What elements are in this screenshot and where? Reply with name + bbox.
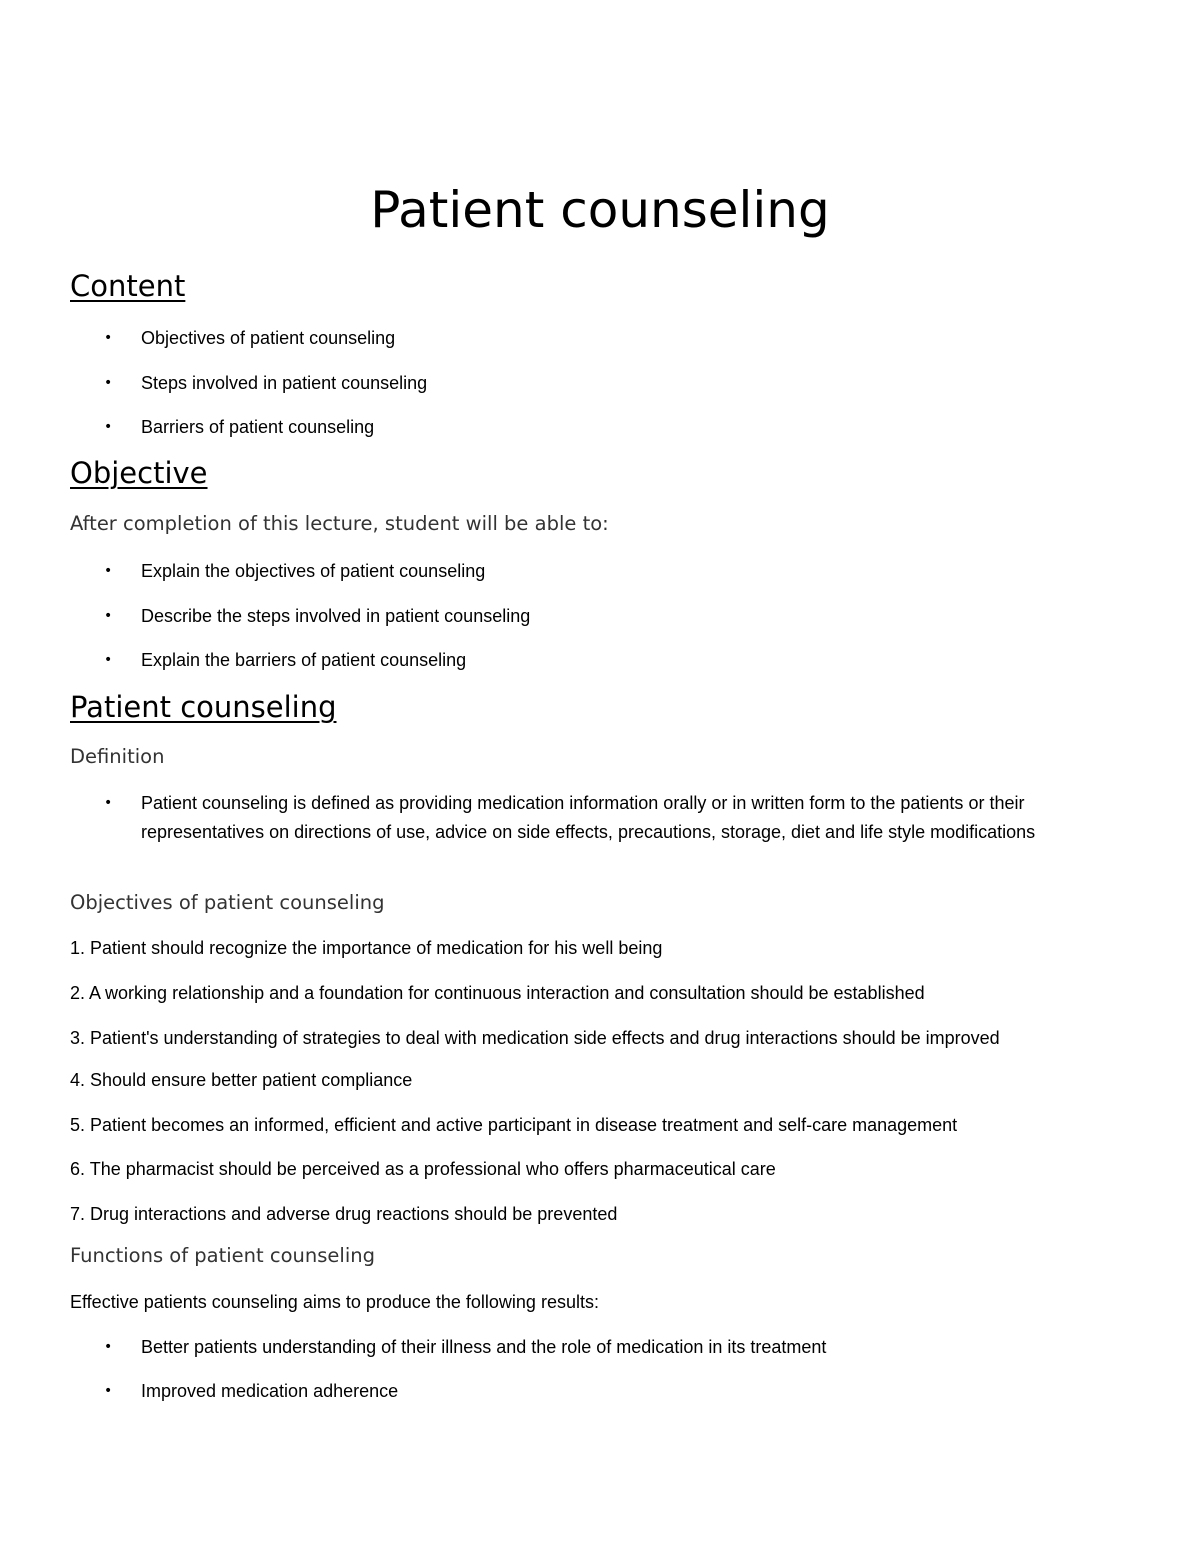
list-item: • Objectives of patient counseling xyxy=(0,324,1101,353)
bullet-icon: • xyxy=(104,1339,113,1355)
objective-item-6: 6. The pharmacist should be perceived as a professional who offers pharmaceutical care xyxy=(70,1159,776,1179)
bullet-icon: • xyxy=(104,374,113,391)
bullet-icon: • xyxy=(104,563,113,579)
objectives-heading: Objectives of patient counseling xyxy=(70,891,385,914)
list-item: • Explain the objectives of patient counseling xyxy=(0,557,1101,586)
definition-list xyxy=(0,789,1200,847)
bullet-icon: • xyxy=(104,1383,113,1399)
objective-list xyxy=(0,557,1200,675)
list-item: • Better patients understanding of their illness and the role of medication in its treatment xyxy=(0,1333,1101,1362)
objective-item-5: 5. Patient becomes an informed, efficient and active participant in disease treatment and self-care management xyxy=(70,1115,958,1135)
list-item: • Barriers of patient counseling xyxy=(0,413,1101,442)
objective-item-4: 4. Should ensure better patient compliance xyxy=(70,1070,413,1090)
content-list xyxy=(0,324,1200,442)
functions-heading: Functions of patient counseling xyxy=(70,1244,375,1267)
functions-intro: Effective patients counseling aims to produce the following results: xyxy=(70,1292,599,1312)
objective-item-2: 2. A working relationship and a foundation for continuous interaction and consultation should be established xyxy=(70,983,925,1003)
list-item: • Improved medication adherence xyxy=(0,1377,1101,1406)
list-item: • Patient counseling is defined as providing medication information orally or in written form to the patients or their representatives on directions of use, advice on side effects, precautions, storage, diet and life style modifications xyxy=(0,789,1101,847)
patient-counseling-heading: Patient counseling xyxy=(70,690,337,724)
list-item: • Describe the steps involved in patient counseling xyxy=(0,602,1101,631)
objective-item-1: 1. Patient should recognize the importance of medication for his well being xyxy=(70,938,663,958)
objective-intro: After completion of this lecture, student will be able to: xyxy=(70,512,609,535)
objective-item-3: 3. Patient's understanding of strategies to deal with medication side effects and drug interactions should be improved xyxy=(70,1028,1000,1048)
bullet-icon: • xyxy=(104,419,113,435)
list-item: • Steps involved in patient counseling xyxy=(0,369,1101,398)
objective-item-7: 7. Drug interactions and adverse drug reactions should be prevented xyxy=(70,1204,618,1224)
bullet-icon: • xyxy=(104,652,113,668)
functions-list xyxy=(0,1333,1200,1406)
list-item: • Explain the barriers of patient counseling xyxy=(0,646,1101,675)
page-title: Patient counseling xyxy=(370,181,830,239)
content-heading: Content xyxy=(70,269,186,303)
bullet-icon: • xyxy=(104,330,113,346)
bullet-icon: • xyxy=(104,607,113,624)
bullet-icon: • xyxy=(104,795,113,811)
definition-heading: Definition xyxy=(70,745,165,768)
objective-heading: Objective xyxy=(70,456,208,490)
